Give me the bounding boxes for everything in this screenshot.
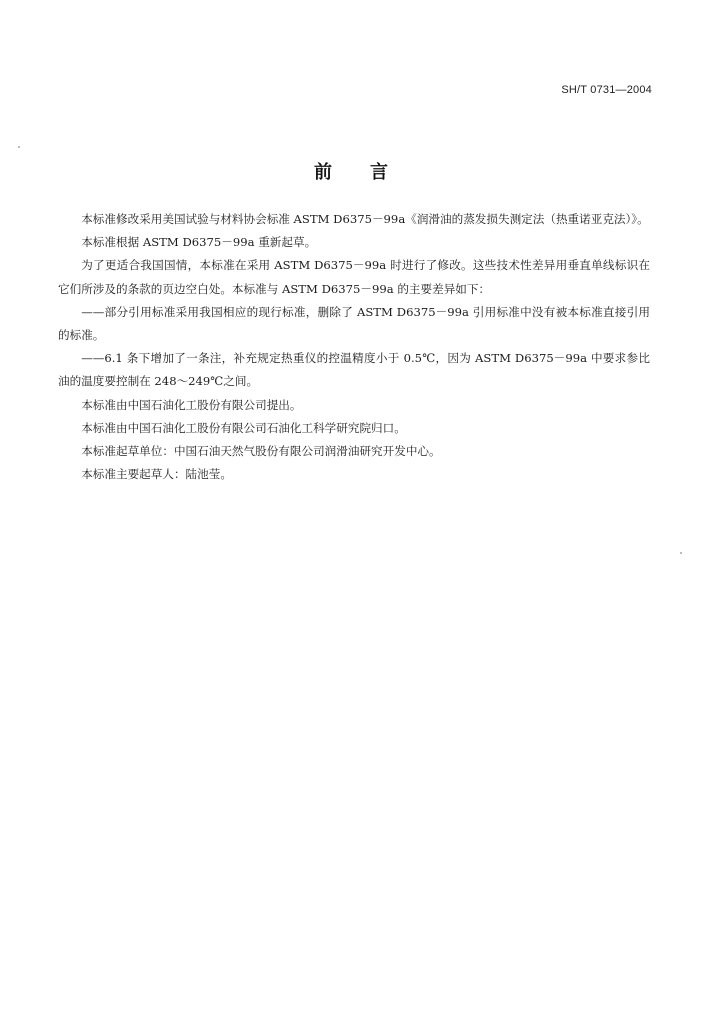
paragraph-difference-1: ——部分引用标准采用我国相应的现行标准，删除了 ASTM D6375－99a 引用标准中没有被本标准直接引用的标准。 <box>58 304 650 343</box>
paragraph-proposer: 本标准由中国石油化工股份有限公司提出。 <box>81 397 302 412</box>
paragraph-administrator: 本标准由中国石油化工股份有限公司石油化工科学研究院归口。 <box>81 420 406 435</box>
foreword-body <box>58 208 650 486</box>
standard-code: SH/T 0731—2004 <box>561 84 652 96</box>
paragraph-drafting-basis: 本标准根据 ASTM D6375－99a 重新起草。 <box>81 235 317 250</box>
paragraph-modifications: 为了更适合我国国情，本标准在采用 ASTM D6375－99a 时进行了修改。这些技术性差异用垂直单线标识在它们所涉及的条款的页边空白处。本标准与 ASTM D6375－99a 的主要差异如下： <box>58 258 650 296</box>
paragraph-drafters: 本标准主要起草人：陆池莹。 <box>81 467 232 482</box>
paragraph-drafting-unit: 本标准起草单位：中国石油天然气股份有限公司润滑油研究开发中心。 <box>81 444 441 459</box>
paragraph-adoption: 本标准修改采用美国试验与材料协会标准 ASTM D6375－99a《润滑油的蒸发损失测定法（热重诺亚克法）》。 <box>81 212 649 226</box>
page-title: 前言 <box>314 162 426 183</box>
paragraph-difference-2: ——6.1 条下增加了一条注，补充规定热重仪的控温精度小于 0.5℃，因为 ASTM D6375－99a 中要求参比油的温度要控制在 248～249℃之间。 <box>58 351 650 389</box>
scan-speck <box>680 552 682 554</box>
scan-speck <box>18 146 20 148</box>
